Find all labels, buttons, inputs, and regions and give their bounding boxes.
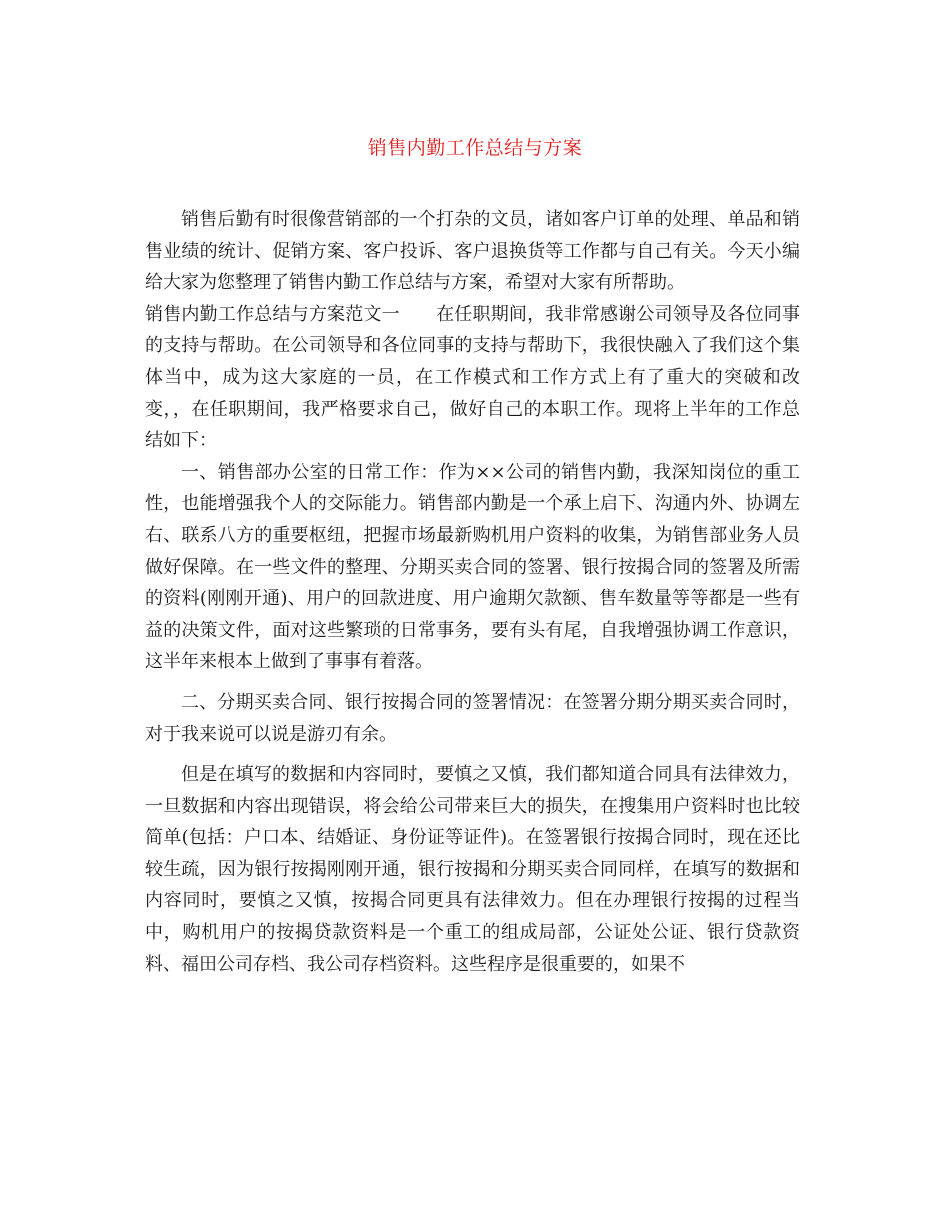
intro-paragraph: 销售后勤有时很像营销部的一个打杂的文员，诸如客户订单的处理、单品和销售业绩的统计、促销方案、客户投诉、客户退换货等工作都与自己有关。今天小编给大家为您整理了销售内勤工作总结与方案，希望对大家有所帮助。: [145, 209, 800, 294]
document-body: [145, 204, 800, 980]
paragraph-contract-details: 但是在填写的数据和内容同时，要慎之又慎，我们都知道合同具有法律效力，一旦数据和内容出现错误，将会给公司带来巨大的损失，在搜集用户资料时也比较简单(包括：户口本、结婚证、身份证等证件)。在签署银行按揭合同时，现在还比较生疏，因为银行按揭刚刚开通，银行按揭和分期买卖合同同样，在填写的数据和内容同时，要慎之又慎，按揭合同更具有法律效力。但在办理银行按揭的过程当中，购机用户的按揭贷款资料是一个重工的组成局部，公证处公证、银行贷款资料、福田公司存档、我公司存档资料。这些程序是很重要的，如果不: [145, 764, 800, 975]
section-intro-text: 在任职期间，我非常感谢公司领导及各位同事的支持与帮助。在公司领导和各位同事的支持与帮助下，我很快融入了我们这个集体当中，成为这大家庭的一员，在工作模式和工作方式上有了重大的突破和改变，，在任职期间，我严格要求自己，做好自己的本职工作。现将上半年的工作总结如下：: [145, 303, 801, 452]
document-title: 销售内勤工作总结与方案: [367, 137, 583, 159]
paragraph-daily-work: 一、销售部办公室的日常工作：作为××公司的销售内勤，我深知岗位的重工性，也能增强我个人的交际能力。销售部内勤是一个承上启下、沟通内外、协调左右、联系八方的重要枢纽，把握市场最新购机用户资料的收集，为销售部业务人员做好保障。在一些文件的整理、分期买卖合同的签署、银行按揭合同的签署及所需的资料(刚刚开通)、用户的回款进度、用户逾期欠款额、售车数量等等都是一些有益的决策文件，面对这些繁琐的日常事务，要有头有尾，自我增强协调工作意识，这半年来根本上做到了事事有着落。: [145, 461, 800, 673]
section-heading: 销售内勤工作总结与方案范文一: [145, 303, 400, 325]
paragraph-contract-signing: 二、分期买卖合同、银行按揭合同的签署情况：在签署分期分期买卖合同时，对于我来说可以说是游刃有余。: [145, 691, 800, 745]
section-one-paragraph: [145, 299, 800, 457]
